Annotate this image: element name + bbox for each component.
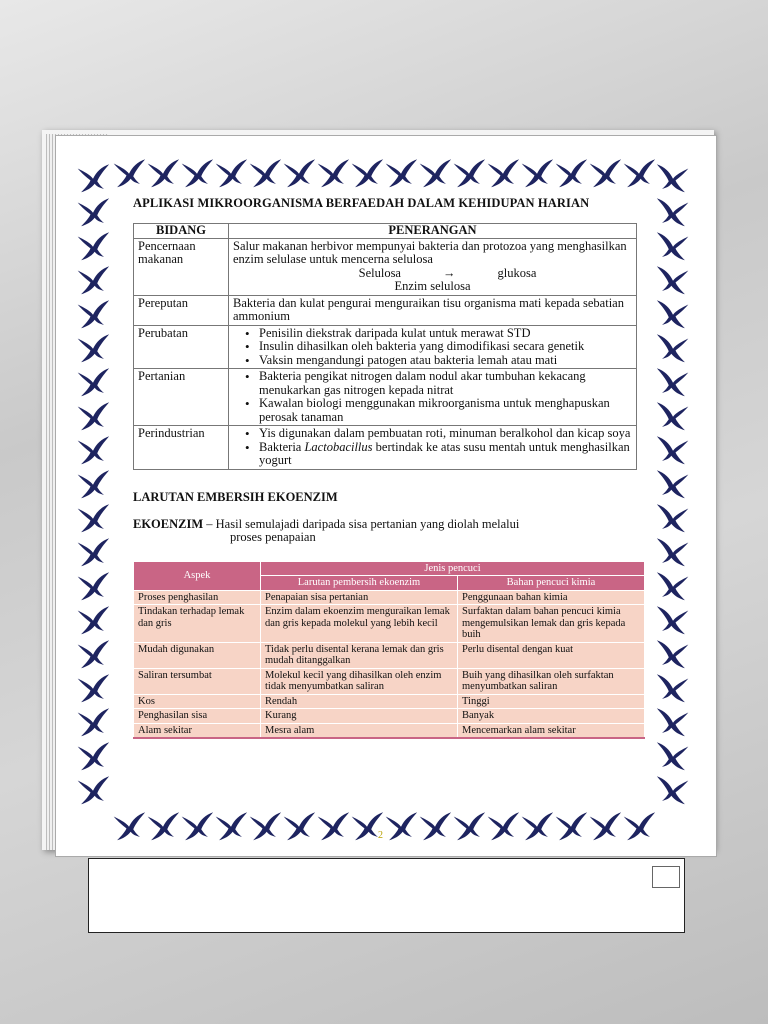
swallow-bird-icon: [418, 155, 452, 189]
row-label: Pereputan: [134, 295, 229, 325]
aspect-cell: Tindakan terhadap lemak dan gris: [134, 605, 261, 643]
kimia-cell: Penggunaan bahan kimia: [458, 590, 645, 605]
swallow-bird-icon: [588, 808, 622, 842]
table-row: [134, 605, 645, 643]
definition-term: EKOENZIM: [133, 516, 204, 531]
aspect-cell: Proses penghasilan: [134, 590, 261, 605]
swallow-bird-icon: [76, 636, 110, 670]
swallow-bird-icon: [554, 808, 588, 842]
table-row: [134, 709, 645, 724]
header-ekoenzim: Larutan pembersih ekoenzim: [261, 576, 458, 591]
species-name: Lactobacillus: [304, 439, 373, 454]
section-title-ekoenzim: LARUTAN EMBERSIH EKOENZIM: [133, 489, 338, 504]
aspect-cell: Saliran tersumbat: [134, 668, 261, 694]
swallow-bird-icon: [622, 155, 656, 189]
table-header-row: [134, 561, 645, 576]
swallow-bird-icon: [622, 808, 656, 842]
row-description: [229, 369, 637, 426]
page-number: 2: [378, 830, 383, 841]
swallow-bird-icon: [452, 155, 486, 189]
aspect-cell: Penghasilan sisa: [134, 709, 261, 724]
swallow-bird-icon: [656, 704, 690, 738]
swallow-bird-icon: [656, 636, 690, 670]
header-penerangan: PENERANGAN: [229, 224, 637, 239]
small-box: [652, 866, 680, 888]
ekoenzim-cell: Kurang: [261, 709, 458, 724]
swallow-bird-icon: [656, 330, 690, 364]
swallow-bird-icon: [656, 466, 690, 500]
swallow-bird-icon: [486, 155, 520, 189]
list-item: [249, 441, 632, 468]
swallow-bird-icon: [656, 398, 690, 432]
swallow-bird-icon: [520, 155, 554, 189]
bottom-box: [88, 858, 685, 933]
swallow-bird-icon: [76, 568, 110, 602]
swallow-bird-icon: [656, 194, 690, 228]
swallow-bird-icon: [384, 155, 418, 189]
table-row: [134, 723, 645, 738]
table-row: [134, 642, 645, 668]
text-segment: Bakteria: [259, 439, 305, 454]
ekoenzim-cell: Molekul kecil yang dihasilkan oleh enzim tidak menyumbatkan saliran: [261, 668, 458, 694]
bullet-list: [233, 370, 632, 424]
aspect-cell: Alam sekitar: [134, 723, 261, 738]
comparison-table: [133, 561, 645, 740]
aspect-cell: Kos: [134, 694, 261, 709]
swallow-bird-icon: [76, 500, 110, 534]
swallow-bird-icon: [76, 670, 110, 704]
formula-product: glukosa: [497, 265, 537, 280]
swallow-bird-icon: [452, 808, 486, 842]
swallow-bird-icon: [656, 364, 690, 398]
swallow-bird-icon: [146, 155, 180, 189]
swallow-bird-icon: [76, 466, 110, 500]
kimia-cell: Mencemarkan alam sekitar: [458, 723, 645, 738]
reaction-formula: [233, 267, 632, 281]
swallow-bird-icon: [76, 296, 110, 330]
swallow-bird-icon: [180, 808, 214, 842]
kimia-cell: Buih yang dihasilkan oleh surfaktan menyumbatkan saliran: [458, 668, 645, 694]
swallow-bird-icon: [180, 155, 214, 189]
swallow-bird-icon: [656, 228, 690, 262]
swallow-bird-icon: [76, 772, 110, 806]
swallow-bird-icon: [76, 160, 110, 194]
list-item: • Bakteria pengikat nitrogen dalam nodul akar tumbuhan kekacang menukarkan gas nitrogen kepada nitrat: [249, 370, 632, 397]
formula-reactant: Selulosa: [358, 265, 401, 280]
swallow-bird-icon: [112, 808, 146, 842]
swallow-bird-icon: [656, 432, 690, 466]
swallow-bird-icon: [656, 500, 690, 534]
swallow-bird-icon: [656, 670, 690, 704]
swallow-bird-icon: [486, 808, 520, 842]
swallow-bird-icon: [76, 330, 110, 364]
swallow-bird-icon: [214, 155, 248, 189]
table-row: [134, 238, 637, 295]
row-description: [229, 238, 637, 295]
applications-table: [133, 223, 637, 470]
row-text: Bakteria dan kulat pengurai menguraikan tisu organisma mati kepada sebatian ammonium: [229, 295, 637, 325]
table-header-row: [134, 224, 637, 239]
swallow-bird-icon: [588, 155, 622, 189]
swallow-bird-icon: [76, 398, 110, 432]
header-kimia: Bahan pencuci kimia: [458, 576, 645, 591]
border-bottom: [112, 808, 656, 842]
comparison-body: [134, 590, 645, 738]
row-label: Pencernaan makanan: [134, 238, 229, 295]
swallow-bird-icon: [76, 432, 110, 466]
swallow-bird-icon: [656, 772, 690, 806]
swallow-bird-icon: [248, 155, 282, 189]
swallow-bird-icon: [76, 194, 110, 228]
swallow-bird-icon: [418, 808, 452, 842]
row-description: [229, 325, 637, 369]
ekoenzim-cell: Penapaian sisa pertanian: [261, 590, 458, 605]
swallow-bird-icon: [656, 602, 690, 636]
bullet-list: [233, 327, 632, 368]
swallow-bird-icon: [112, 155, 146, 189]
header-aspek: Aspek: [134, 561, 261, 590]
swallow-bird-icon: [214, 808, 248, 842]
kimia-cell: Perlu disental dengan kuat: [458, 642, 645, 668]
table-row: [134, 369, 637, 426]
swallow-bird-icon: [282, 155, 316, 189]
table-row: [134, 426, 637, 470]
header-bidang: BIDANG: [134, 224, 229, 239]
swallow-bird-icon: [316, 155, 350, 189]
bullet-list: [233, 427, 632, 468]
swallow-bird-icon: [76, 534, 110, 568]
swallow-bird-icon: [554, 155, 588, 189]
list-item: • Insulin dihasilkan oleh bakteria yang dimodifikasi secara genetik: [249, 340, 632, 354]
definition-text-cont: proses penapaian: [230, 530, 316, 544]
table-row: [134, 590, 645, 605]
swallow-bird-icon: [350, 155, 384, 189]
arrow-icon: →: [442, 265, 456, 280]
swallow-bird-icon: [282, 808, 316, 842]
table-row: [134, 295, 637, 325]
row-text: Salur makanan herbivor mempunyai bakteria dan protozoa yang menghasilkan enzim selulase untuk mencerna selulosa: [233, 238, 627, 266]
kimia-cell: Surfaktan dalam bahan pencuci kimia mengemulsikan lemak dan gris kepada buih: [458, 605, 645, 643]
aspect-cell: Mudah digunakan: [134, 642, 261, 668]
formula-enzyme: Enzim selulosa: [394, 279, 471, 293]
swallow-bird-icon: [146, 808, 180, 842]
row-label: Perubatan: [134, 325, 229, 369]
definition: [133, 518, 643, 545]
section-title: APLIKASI MIKROORGANISMA BERFAEDAH DALAM KEHIDUPAN HARIAN: [133, 196, 590, 210]
swallow-bird-icon: [656, 534, 690, 568]
definition-text: – Hasil semulajadi daripada sisa pertanian yang diolah melalui: [203, 516, 520, 531]
swallow-bird-icon: [76, 738, 110, 772]
ekoenzim-cell: Rendah: [261, 694, 458, 709]
row-description: [229, 426, 637, 470]
list-item: • Vaksin mengandungi patogen atau bakteria lemah atau mati: [249, 354, 632, 368]
border-top: [112, 155, 656, 189]
swallow-bird-icon: [316, 808, 350, 842]
border-left: [76, 160, 110, 806]
kimia-cell: Tinggi: [458, 694, 645, 709]
table-row: [134, 325, 637, 369]
list-item: • Yis digunakan dalam pembuatan roti, minuman beralkohol dan kicap soya: [249, 427, 632, 441]
ekoenzim-cell: Tidak perlu disental kerana lemak dan gris mudah ditanggalkan: [261, 642, 458, 668]
swallow-bird-icon: [76, 602, 110, 636]
header-jenis-pencuci: Jenis pencuci: [261, 561, 645, 576]
swallow-bird-icon: [76, 704, 110, 738]
swallow-bird-icon: [656, 296, 690, 330]
swallow-bird-icon: [76, 364, 110, 398]
table-row: [134, 668, 645, 694]
row-label: Pertanian: [134, 369, 229, 426]
swallow-bird-icon: [656, 160, 690, 194]
table-row: [134, 694, 645, 709]
swallow-bird-icon: [76, 228, 110, 262]
swallow-bird-icon: [248, 808, 282, 842]
swallow-bird-icon: [656, 262, 690, 296]
list-item: • Penisilin diekstrak daripada kulat untuk merawat STD: [249, 327, 632, 341]
swallow-bird-icon: [520, 808, 554, 842]
swallow-bird-icon: [384, 808, 418, 842]
kimia-cell: Banyak: [458, 709, 645, 724]
text-segment: bertindak ke atas susu mentah untuk menghasilkan yogurt: [259, 439, 630, 467]
border-right: [656, 160, 690, 806]
list-item: • Kawalan biologi menggunakan mikroorganisma untuk menghapuskan perosak tanaman: [249, 397, 632, 424]
ekoenzim-cell: Enzim dalam ekoenzim menguraikan lemak dan gris kepada molekul yang lebih kecil: [261, 605, 458, 643]
swallow-bird-icon: [656, 568, 690, 602]
ekoenzim-cell: Mesra alam: [261, 723, 458, 738]
row-label: Perindustrian: [134, 426, 229, 470]
swallow-bird-icon: [76, 262, 110, 296]
page-content: [133, 196, 643, 739]
swallow-bird-icon: [656, 738, 690, 772]
